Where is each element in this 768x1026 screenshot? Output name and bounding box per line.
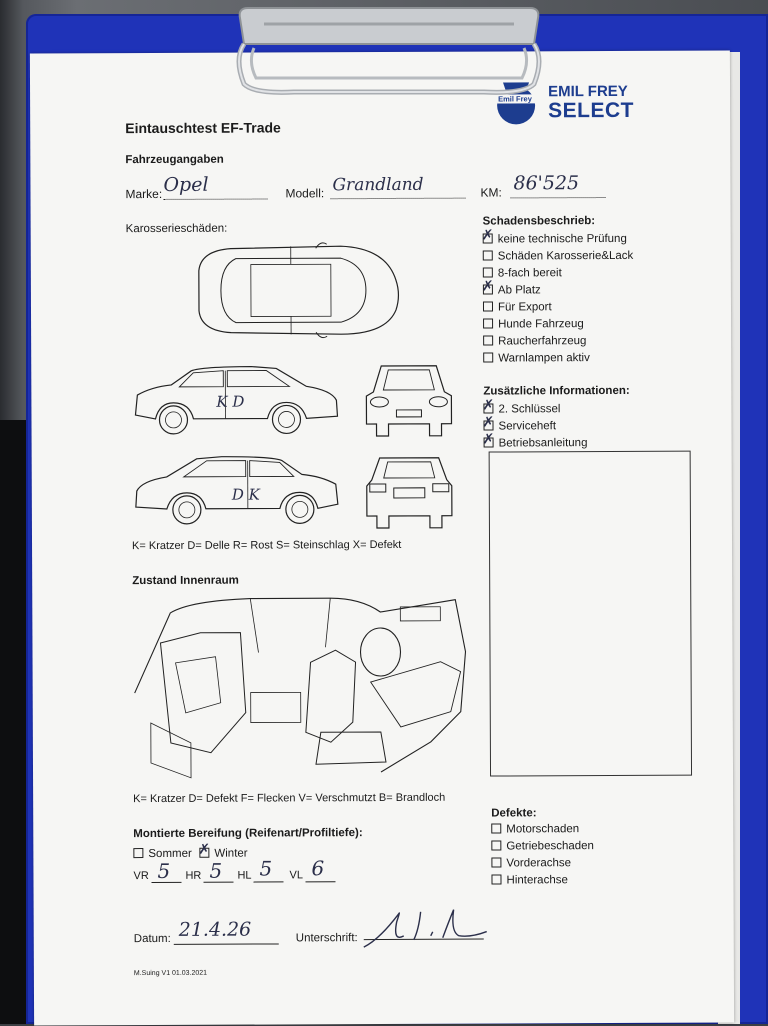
damage-desc-label: Schäden Karosserie&Lack	[498, 250, 634, 263]
additional-info-item[interactable]	[483, 420, 556, 432]
logo-emblem-text: Emil Frey	[498, 94, 532, 103]
damage-desc-item[interactable]	[483, 267, 562, 279]
damage-desc-label: Ab Platz	[498, 284, 541, 296]
damage-desc-label: 8-fach bereit	[498, 267, 562, 279]
tread-vr-value: 5	[157, 859, 170, 883]
logo-line2: SELECT	[548, 99, 634, 123]
body-damage-legend: K= Kratzer D= Delle R= Rost S= Steinschlag X= Defekt	[132, 539, 401, 552]
additional-info-checkbox[interactable]	[483, 404, 493, 414]
tread-hl-underline	[253, 881, 283, 882]
summer-label: Sommer	[148, 848, 192, 860]
additional-info-checkbox[interactable]	[483, 421, 493, 431]
damage-desc-checkbox[interactable]	[483, 336, 493, 346]
tires-heading: Montierte Bereifung (Reifenart/Profiltiefe):	[133, 827, 362, 840]
damage-desc-item[interactable]	[483, 284, 541, 296]
defects-label: Motorschaden	[506, 823, 579, 835]
marke-underline	[164, 198, 268, 199]
tread-depth-row	[133, 860, 393, 885]
damage-desc-item[interactable]	[483, 250, 634, 263]
damage-desc-item[interactable]	[483, 318, 584, 330]
tread-vr-label: VR	[133, 870, 148, 882]
tread-hr-label: HR	[185, 870, 201, 882]
additional-info-heading: Zusätzliche Informationen:	[483, 385, 629, 398]
marke-label: Marke:	[125, 187, 162, 201]
km-value: 86'525	[513, 172, 579, 194]
summer-checkbox[interactable]	[133, 848, 143, 858]
tread-hr-value: 5	[209, 859, 222, 883]
damage-desc-label: keine technische Prüfung	[498, 233, 627, 246]
tread-vl-label: VL	[289, 869, 303, 881]
additional-info-checkbox[interactable]	[484, 438, 494, 448]
tread-hr-underline	[203, 882, 233, 883]
damage-desc-checkbox[interactable]	[483, 251, 493, 261]
defects-checkbox[interactable]	[491, 857, 501, 867]
km-underline	[511, 197, 606, 198]
additional-info-label: Betriebsanleitung	[499, 437, 588, 449]
damage-desc-heading: Schadensbeschrieb:	[483, 215, 596, 227]
side-right-damage-marks: D K	[232, 486, 260, 504]
damage-desc-checkbox[interactable]	[483, 285, 493, 295]
tread-hl-value: 5	[259, 856, 272, 880]
metal-clip	[234, 4, 544, 94]
damage-desc-label: Warnlampen aktiv	[498, 352, 590, 364]
car-rear-view-diagram	[362, 454, 457, 534]
inspection-form-sheet	[30, 50, 734, 1025]
interior-legend: K= Kratzer D= Defekt F= Flecken V= Verschmutzt B= Brandloch	[133, 792, 445, 805]
damage-desc-checkbox[interactable]	[483, 234, 493, 244]
date-underline	[174, 943, 279, 944]
winter-checkbox[interactable]	[199, 848, 209, 858]
notes-box[interactable]	[489, 451, 692, 777]
tread-vl-underline	[305, 881, 335, 882]
winter-label: Winter	[214, 848, 247, 860]
car-front-view-diagram	[361, 362, 456, 442]
defects-label: Hinterachse	[506, 874, 567, 886]
damage-desc-item[interactable]	[483, 301, 552, 313]
damage-desc-item[interactable]	[483, 233, 627, 246]
defects-label: Vorderachse	[506, 857, 571, 869]
modell-value: Grandland	[332, 175, 423, 195]
damage-desc-checkbox[interactable]	[483, 268, 493, 278]
form-title: Eintauschtest EF-Trade	[125, 119, 281, 136]
damage-desc-label: Für Export	[498, 301, 552, 313]
damage-desc-item[interactable]	[483, 352, 590, 364]
additional-info-item[interactable]	[484, 437, 588, 449]
defects-checkbox[interactable]	[491, 874, 501, 884]
damage-desc-checkbox[interactable]	[483, 319, 493, 329]
damage-desc-item[interactable]	[483, 335, 586, 347]
handwritten-signature	[359, 902, 489, 953]
additional-info-label: Serviceheft	[498, 420, 556, 432]
modell-label: Modell:	[285, 186, 324, 200]
defects-checkbox[interactable]	[491, 823, 501, 833]
defects-item[interactable]	[491, 840, 594, 852]
tread-hl-label: HL	[237, 870, 251, 882]
defects-checkbox[interactable]	[491, 840, 501, 850]
tread-vr-underline	[151, 882, 181, 883]
marke-value: Opel	[163, 174, 208, 196]
damage-desc-label: Raucherfahrzeug	[498, 335, 586, 347]
body-damage-heading: Karosserieschäden:	[126, 223, 228, 235]
car-top-view-diagram	[191, 240, 401, 341]
defects-heading: Defekte:	[491, 807, 536, 819]
logo-line1: EMIL FREY	[548, 83, 628, 100]
damage-desc-checkbox[interactable]	[483, 302, 493, 312]
signature-label: Unterschrift:	[296, 932, 358, 944]
vehicle-section-heading: Fahrzeugangaben	[125, 154, 223, 166]
defects-item[interactable]	[491, 874, 567, 886]
defects-item[interactable]	[491, 823, 579, 835]
side-left-damage-marks: K D	[216, 393, 244, 411]
tire-option-winter[interactable]	[199, 848, 247, 860]
interior-diagram	[130, 592, 471, 783]
additional-info-label: 2. Schlüssel	[498, 403, 560, 415]
defects-item[interactable]	[491, 857, 571, 869]
additional-info-item[interactable]	[483, 403, 560, 415]
damage-desc-label: Hunde Fahrzeug	[498, 318, 584, 330]
form-footer: M.Suing V1 01.03.2021	[134, 970, 207, 977]
date-label: Datum:	[134, 933, 171, 945]
damage-desc-checkbox[interactable]	[483, 353, 493, 363]
km-label: KM:	[480, 185, 501, 199]
modell-underline	[331, 198, 466, 200]
defects-label: Getriebeschaden	[506, 840, 594, 852]
date-value: 21.4.26	[179, 919, 252, 941]
interior-heading: Zustand Innenraum	[132, 575, 239, 587]
tread-vl-value: 6	[311, 856, 324, 880]
